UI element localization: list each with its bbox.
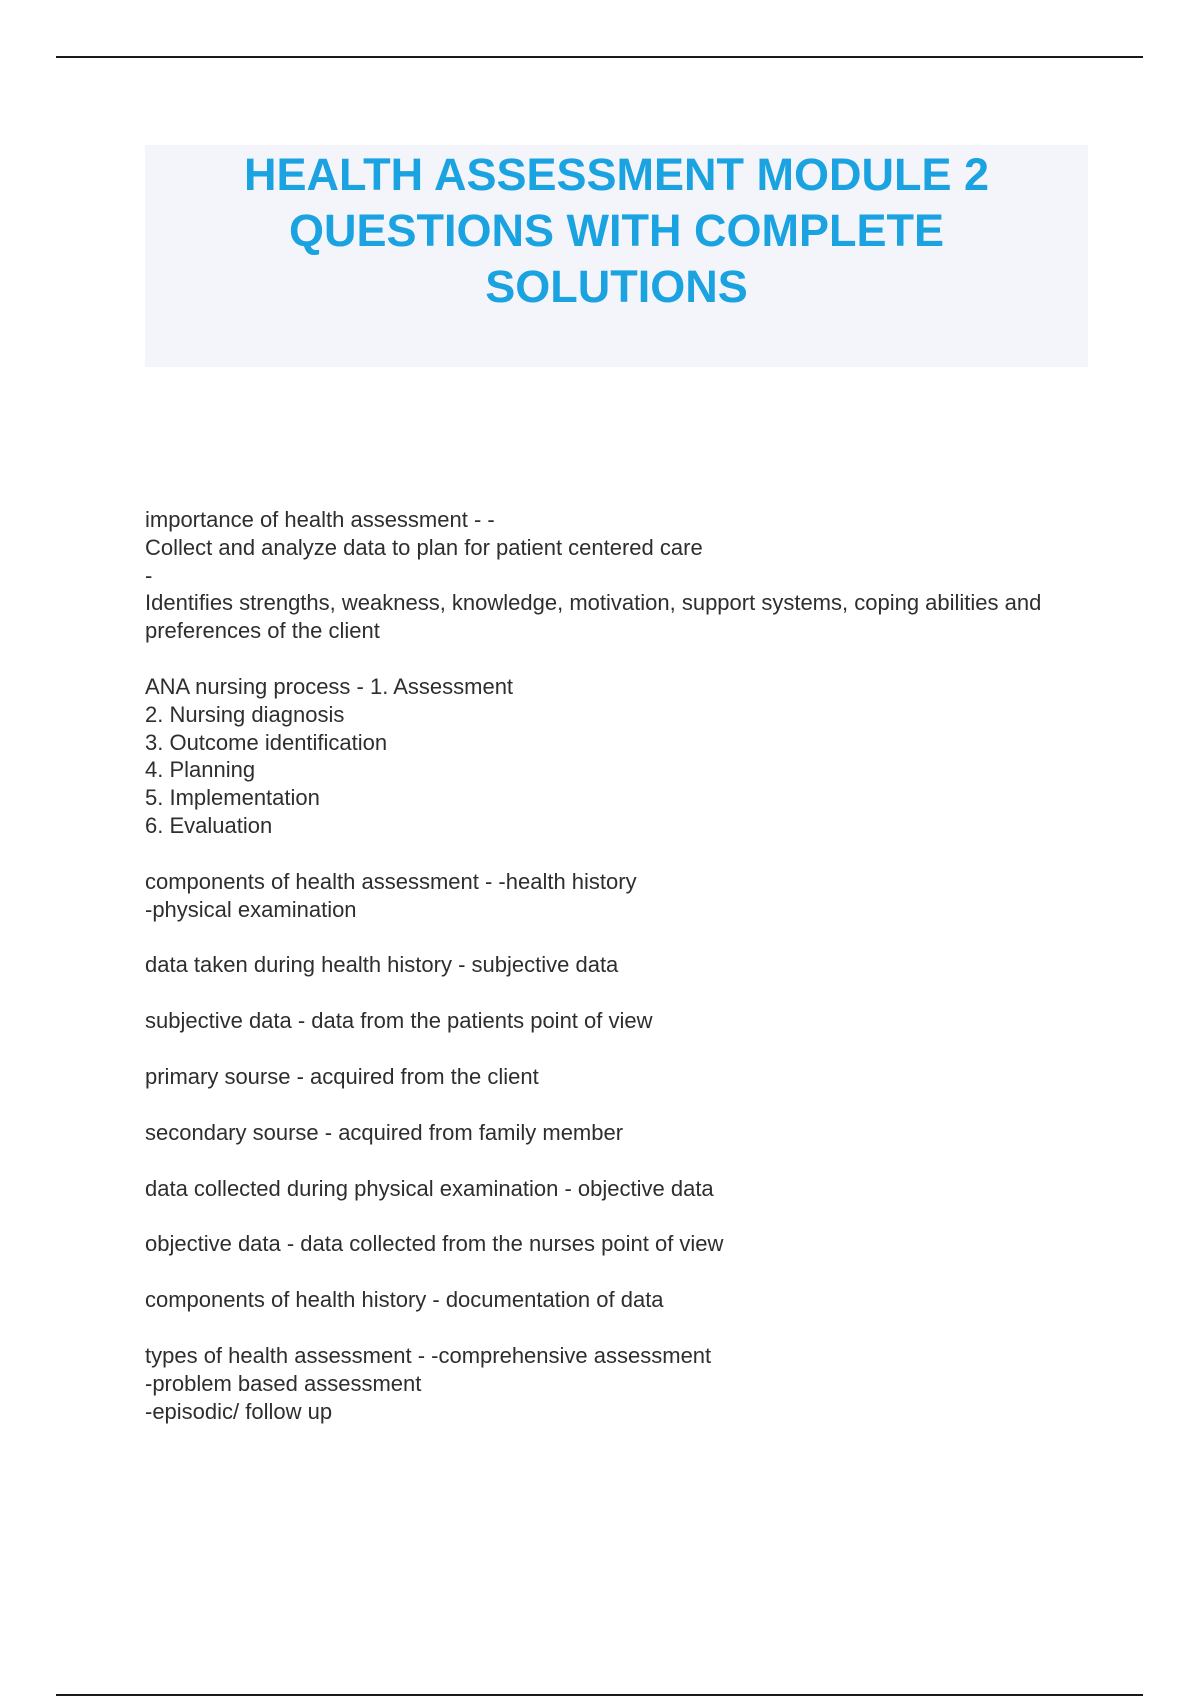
qa-line: 3. Outcome identification (145, 729, 388, 755)
bottom-rule (56, 1694, 1143, 1696)
qa-entry-subjective-data (145, 1007, 1090, 1035)
qa-entry-physical-exam-data (145, 1175, 1090, 1203)
qa-line: data taken during health history - subjective data (145, 952, 619, 978)
qa-line: -problem based assessment (145, 1370, 422, 1396)
qa-line: Collect and analyze data to plan for patient centered care (145, 534, 703, 560)
qa-line: objective data - data collected from the nurses point of view (145, 1231, 724, 1257)
qa-line: 5. Implementation (145, 785, 320, 811)
qa-line: secondary sourse - acquired from family member (145, 1119, 624, 1145)
qa-line: primary sourse - acquired from the client (145, 1063, 539, 1089)
qa-entry-primary-source (145, 1063, 1090, 1091)
qa-line: 2. Nursing diagnosis (145, 701, 345, 727)
qa-line: 4. Planning (145, 757, 256, 783)
title-line-1: HEALTH ASSESSMENT MODULE 2 (243, 149, 990, 200)
qa-entry-secondary-source (145, 1119, 1090, 1147)
qa-content (145, 506, 1090, 1453)
qa-entry-importance (145, 506, 1090, 645)
qa-line: importance of health assessment - - (145, 507, 495, 532)
top-rule (56, 56, 1143, 58)
qa-line: components of health history - documentation of data (145, 1287, 664, 1313)
qa-line: subjective data - data from the patients point of view (145, 1008, 653, 1034)
qa-line: 6. Evaluation (145, 812, 273, 838)
qa-line: - (145, 562, 153, 588)
qa-line: components of health assessment - -health history (145, 868, 637, 894)
document-title (167, 147, 1067, 315)
qa-line: ANA nursing process - 1. Assessment (145, 673, 514, 699)
qa-entry-objective-data (145, 1230, 1090, 1258)
qa-line: -episodic/ follow up (145, 1398, 333, 1424)
qa-entry-health-history-components (145, 1286, 1090, 1314)
title-banner (145, 145, 1088, 367)
qa-line: types of health assessment - -comprehensive assessment (145, 1342, 712, 1368)
qa-line: Identifies strengths, weakness, knowledge, motivation, support systems, coping abilities and preferences of the client (145, 590, 1048, 644)
qa-line: data collected during physical examination - objective data (145, 1175, 714, 1201)
qa-line: -physical examination (145, 896, 357, 922)
title-line-2: QUESTIONS WITH COMPLETE (288, 205, 944, 256)
qa-entry-assessment-types (145, 1342, 1090, 1425)
qa-entry-components (145, 868, 1090, 924)
title-line-3: SOLUTIONS (485, 261, 748, 312)
qa-entry-nursing-process (145, 673, 1090, 840)
qa-entry-health-history-data (145, 951, 1090, 979)
